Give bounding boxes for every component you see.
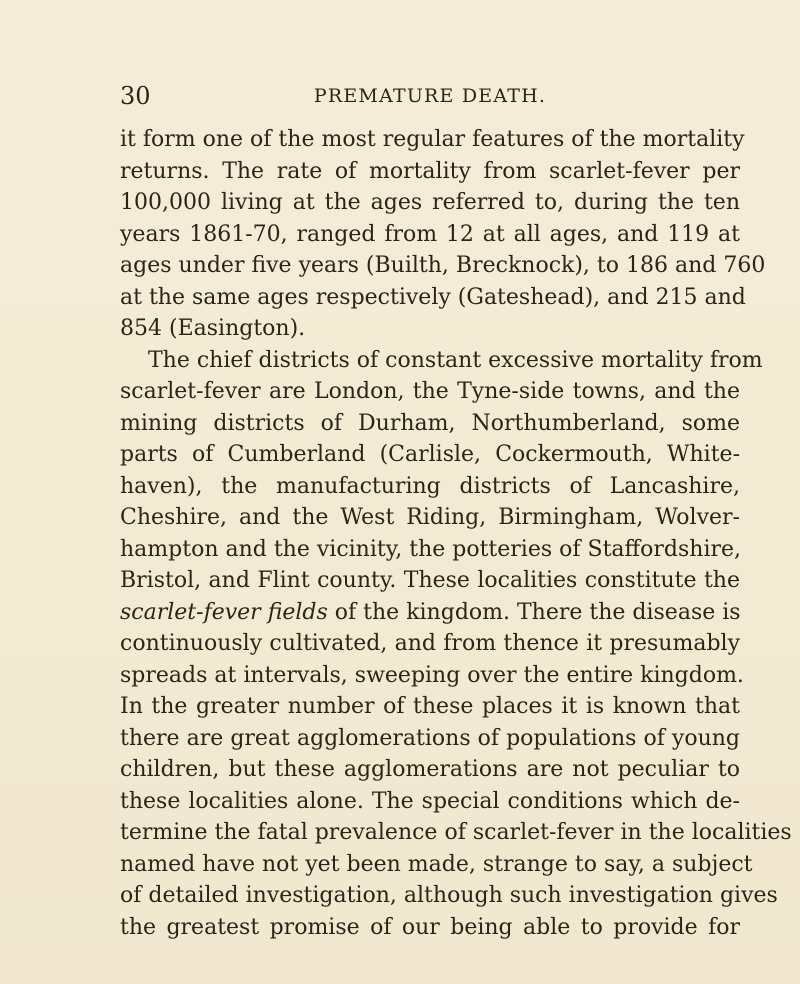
text-line: named have not yet been made, strange to say, a subject bbox=[120, 851, 753, 877]
text-line: mining districts of Durham, Northumberland, some bbox=[120, 410, 740, 436]
text-line: there are great agglomerations of populations of young bbox=[120, 725, 740, 751]
text-line: parts of Cumberland (Carlisle, Cockermouth, White- bbox=[120, 442, 740, 467]
running-title: PREMATURE DEATH. bbox=[313, 85, 547, 107]
text-line: Bristol, and Flint county. These localities constitute the bbox=[120, 568, 740, 593]
text-line: it form one of the most regular features of the mortality bbox=[120, 127, 745, 152]
text-line: ages under five years (Builth, Brecknock), to 186 and 760 bbox=[120, 253, 766, 278]
text-line: 100,000 living at the ages referred to, during the ten bbox=[120, 190, 740, 215]
text-line: scarlet-fever are London, the Tyne-side towns, and the bbox=[120, 379, 740, 404]
running-head bbox=[120, 80, 740, 112]
text-line: of detailed investigation, although such investigation gives bbox=[120, 883, 778, 908]
text-line: 854 (Easington). bbox=[120, 316, 306, 341]
text-line: termine the fatal prevalence of scarlet-fever in the localities bbox=[120, 820, 792, 845]
text-line: years 1861-70, ranged from 12 at all ages, and 119 at bbox=[120, 221, 740, 247]
text-line-with-italic bbox=[120, 597, 740, 629]
text-line: at the same ages respectively (Gateshead), and 215 and bbox=[120, 284, 746, 310]
text-line: In the greater number of these places it is known that bbox=[120, 694, 740, 719]
text-line-rest: of the kingdom. There the disease is bbox=[327, 599, 741, 625]
body-text bbox=[120, 124, 792, 943]
page-number: 30 bbox=[120, 82, 151, 110]
text-line: The chief districts of constant excessive mortality from bbox=[148, 347, 763, 373]
text-line: children, but these agglomerations are not peculiar to bbox=[120, 757, 740, 782]
text-line: Cheshire, and the West Riding, Birmingham, Wolver- bbox=[120, 505, 740, 530]
text-line: returns. The rate of mortality from scarlet-fever per bbox=[120, 158, 740, 184]
text-line: these localities alone. The special conditions which de- bbox=[120, 788, 740, 814]
text-line: continuously cultivated, and from thence it presumably bbox=[120, 631, 740, 656]
italic-phrase: scarlet-fever fields bbox=[120, 599, 328, 625]
text-line: the greatest promise of our being able to provide for bbox=[120, 914, 740, 940]
text-line: hampton and the vicinity, the potteries of Staffordshire, bbox=[120, 536, 742, 562]
text-line: spreads at intervals, sweeping over the entire kingdom. bbox=[120, 662, 744, 688]
text-line: haven), the manufacturing districts of Lancashire, bbox=[120, 473, 740, 499]
